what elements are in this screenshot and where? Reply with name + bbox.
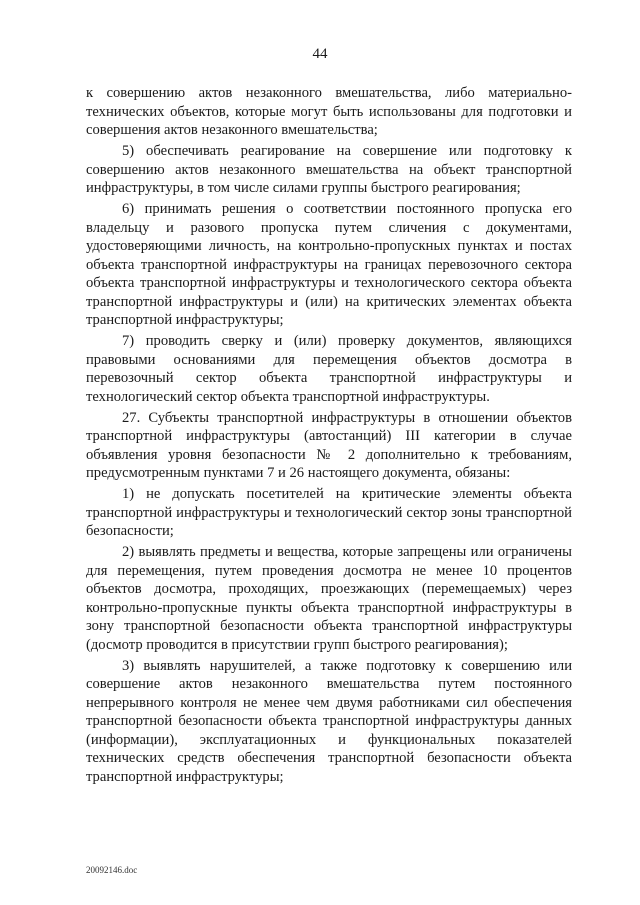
paragraph-continuation: к совершению актов незаконного вмешательства, либо материально-технических объектов, которые могут быть использованы для подготовки и совершения актов незаконного вмешательства;: [86, 85, 572, 138]
paragraph-item-5: 5) обеспечивать реагирование на совершение или подготовку к совершению актов незаконного вмешательства на объект транспортной инфраструктуры, в том числе силами группы быстрого реагирования;: [86, 143, 572, 196]
paragraph-item-1: 1) не допускать посетителей на критические элементы объекта транспортной инфраструктуры и технологический сектор зоны транспортной безопасности;: [86, 486, 572, 539]
paragraph-item-7: 7) проводить сверку и (или) проверку документов, являющихся правовыми основаниями для перемещения объектов досмотра в перевозочный сектор объекта транспортной инфраструктуры и технологический сектор объекта транспортной инфраструктуры.: [86, 333, 572, 405]
paragraph-clause-27: 27. Субъекты транспортной инфраструктуры в отношении объектов транспортной инфраструктуры (автостанций) III категории в случае объявления уровня безопасности № 2 дополнительно к требованиям, предусмотренным пунктами 7 и 26 настоящего документа, обязаны:: [86, 409, 572, 481]
footer-filename: 20092146.doc: [86, 865, 138, 875]
paragraph-item-6: 6) принимать решения о соответствии постоянного пропуска его владельцу и разового пропуска путем сличения с документами, удостоверяющими личность, на контрольно-пропускных пунктах и постах объекта транспортной инфраструктуры на границах перевозочного сектора объекта транспортной инфраструктуры и технологического сектора объекта транспортной инфраструктуры и (или) на критических элементах объекта транспортной инфраструктуры;: [86, 201, 572, 328]
document-body: [86, 84, 572, 789]
paragraph-item-3: 3) выявлять нарушителей, а также подготовку к совершению или совершение актов незаконного вмешательства путем постоянного непрерывного контроля не менее чем двумя работниками сил обеспечения транспортной безопасности объекта транспортной инфраструктуры данных (информации), эксплуатационных и функциональных показателей технических средств обеспечения транспортной безопасности объекта транспортной инфраструктуры;: [86, 657, 572, 785]
paragraph-item-2: 2) выявлять предметы и вещества, которые запрещены или ограничены для перемещения, путем проведения досмотра не менее 10 процентов объектов досмотра, проходящих, проезжающих (перемещаемых) через контрольно-пропускные пункты объекта транспортной инфраструктуры в зону транспортной безопасности объекта транспортной инфраструктуры (досмотр проводится в присутствии групп быстрого реагирования);: [86, 544, 572, 653]
page-number: 44: [312, 46, 328, 62]
